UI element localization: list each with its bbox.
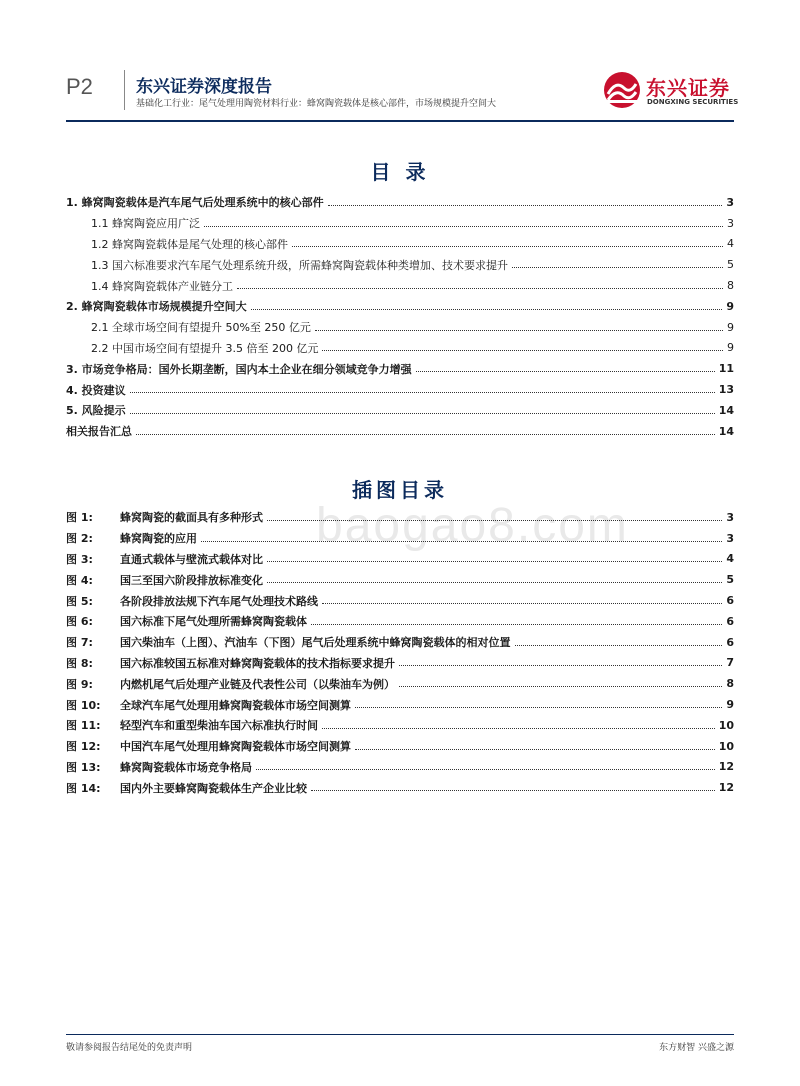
dot-leader: [256, 769, 715, 770]
page-ref: 3: [726, 510, 734, 524]
footer-slogan: 东方财智 兴盛之源: [659, 1043, 734, 1053]
toc-entry-label: [66, 319, 313, 335]
toc-entry-label: [66, 194, 326, 210]
dot-leader: [315, 330, 723, 331]
toc-entry-label: [66, 215, 202, 231]
figure-entry[interactable]: [66, 777, 734, 798]
page-ref: 3: [727, 216, 734, 230]
page-header: [66, 66, 739, 124]
toc-entry-text: 1. 蜂窝陶瓷载体是汽车尾气后处理系统中的核心部件: [66, 196, 324, 210]
figure-entry[interactable]: [66, 715, 734, 736]
page-ref: 6: [726, 594, 734, 608]
report-title: 东兴证券深度报告: [136, 77, 272, 97]
toc-entry-label: [66, 382, 128, 398]
dot-leader: [130, 392, 715, 393]
dot-leader: [267, 582, 722, 583]
table-of-contents: [66, 192, 734, 442]
toc-entry[interactable]: [66, 234, 734, 255]
toc-entry-label: [66, 278, 235, 294]
figure-entry[interactable]: [66, 569, 734, 590]
figure-number: 图 3:: [66, 552, 93, 566]
page-ref: 9: [727, 320, 734, 334]
figure-caption: 国六标准下尾气处理所需蜂窝陶瓷载体: [120, 615, 307, 629]
logo-text-en: DONGXING SECURITIES: [647, 98, 739, 106]
toc-entry-text: 2. 蜂窝陶瓷载体市场规模提升空间大: [66, 300, 247, 314]
dot-leader: [204, 226, 723, 227]
figure-caption: 国六标准较国五标准对蜂窝陶瓷载体的技术指标要求提升: [120, 656, 395, 670]
toc-entry-text: 5. 风险提示: [66, 404, 126, 418]
figure-entry-label: [66, 759, 254, 775]
page-ref: 6: [726, 614, 734, 628]
figure-number: 图 12:: [66, 740, 101, 754]
toc-entry-text: 1.2 蜂窝陶瓷载体是尾气处理的核心部件: [91, 237, 288, 251]
dot-leader: [322, 350, 723, 351]
dot-leader: [292, 246, 723, 247]
toc-entry[interactable]: [66, 317, 734, 338]
page-ref: 9: [727, 341, 734, 355]
figure-caption: 直通式载体与壁流式载体对比: [120, 552, 263, 566]
toc-entry-text: 2.1 全球市场空间有望提升 50%至 250 亿元: [91, 321, 311, 335]
page-ref: 13: [718, 383, 734, 397]
figure-entry-label: [66, 738, 353, 754]
toc-entry-label: [66, 236, 290, 252]
toc-entry-text: 4. 投资建议: [66, 383, 126, 397]
toc-entry-text: 1.3 国六标准要求汽车尾气处理系统升级，所需蜂窝陶瓷载体种类增加、技术要求提升: [91, 258, 508, 272]
page-ref: 14: [718, 424, 734, 438]
figure-caption: 轻型汽车和重型柴油车国六标准执行时间: [120, 719, 318, 733]
figure-caption: 国三至国六阶段排放标准变化: [120, 573, 263, 587]
figure-caption: 蜂窝陶瓷载体市场竞争格局: [120, 760, 252, 774]
figure-caption: 国六柴油车（上图）、汽油车（下图）尾气后处理系统中蜂窝陶瓷载体的相对位置: [120, 636, 511, 650]
figure-caption: 各阶段排放法规下汽车尾气处理技术路线: [120, 594, 318, 608]
figure-caption: 国内外主要蜂窝陶瓷载体生产企业比较: [120, 781, 307, 795]
company-logo: [602, 70, 739, 116]
toc-entry[interactable]: [66, 192, 734, 213]
dot-leader: [322, 603, 722, 604]
figure-entry-label: [66, 634, 513, 650]
figure-entry[interactable]: [66, 653, 734, 674]
dot-leader: [130, 413, 715, 414]
figure-number: 图 5:: [66, 594, 93, 608]
toc-title: 目 录: [370, 160, 430, 184]
toc-entry-text: 3. 市场竞争格局：国外长期垄断，国内本土企业在细分领域竞争力增强: [66, 362, 412, 376]
dot-leader: [251, 309, 723, 310]
dot-leader: [512, 267, 723, 268]
page-ref: 6: [726, 635, 734, 649]
figure-number: 图 11:: [66, 719, 101, 733]
toc-entry[interactable]: [66, 400, 734, 421]
dot-leader: [311, 624, 722, 625]
figure-number: 图 7:: [66, 636, 93, 650]
figure-number: 图 10:: [66, 698, 101, 712]
header-separator: [124, 70, 125, 110]
toc-entry[interactable]: [66, 338, 734, 359]
dot-leader: [399, 665, 722, 666]
dot-leader: [136, 434, 715, 435]
page-ref: 12: [718, 781, 734, 795]
page-ref: 10: [718, 739, 734, 753]
toc-entry-text: 2.2 中国市场空间有望提升 3.5 倍至 200 亿元: [91, 341, 319, 355]
page-ref: 9: [726, 698, 734, 712]
header-rule: [66, 120, 734, 122]
figure-entry-label: [66, 509, 265, 525]
figure-entry-label: [66, 530, 199, 546]
figure-entry[interactable]: [66, 673, 734, 694]
page-ref: 3: [726, 195, 734, 209]
figure-entry[interactable]: [66, 507, 734, 528]
figure-entry-label: [66, 551, 265, 567]
figure-entry[interactable]: [66, 757, 734, 778]
figure-entry-label: [66, 697, 353, 713]
figure-entry[interactable]: [66, 590, 734, 611]
figure-caption: 蜂窝陶瓷的应用: [120, 532, 197, 546]
figure-entry[interactable]: [66, 694, 734, 715]
page-ref: 12: [718, 760, 734, 774]
figure-entry-label: [66, 717, 320, 733]
toc-entry[interactable]: [66, 254, 734, 275]
toc-entry-text: 相关报告汇总: [66, 425, 132, 439]
figure-entry-label: [66, 780, 309, 796]
page-ref: 4: [727, 237, 734, 251]
toc-entry-text: 1.4 蜂窝陶瓷载体产业链分工: [91, 279, 233, 293]
figure-list-title: 插图目录: [352, 478, 448, 502]
toc-entry-label: [66, 361, 414, 377]
figure-number: 图 9:: [66, 677, 93, 691]
page-number: P2: [66, 74, 93, 99]
dot-leader: [311, 790, 715, 791]
toc-entry-label: [66, 423, 134, 439]
figure-list: [66, 507, 734, 798]
toc-entry[interactable]: [66, 296, 734, 317]
page-ref: 8: [727, 279, 734, 293]
page-ref: 7: [726, 656, 734, 670]
figure-entry[interactable]: [66, 549, 734, 570]
toc-entry[interactable]: [66, 379, 734, 400]
toc-entry-label: [66, 257, 510, 273]
dot-leader: [515, 645, 723, 646]
figure-number: 图 4:: [66, 573, 93, 587]
figure-number: 图 13:: [66, 760, 101, 774]
page-ref: 5: [727, 258, 734, 272]
page-ref: 3: [726, 531, 734, 545]
toc-entry-label: [66, 298, 249, 314]
watermark: baogao8.com: [316, 499, 629, 552]
dot-leader: [322, 728, 715, 729]
figure-entry[interactable]: [66, 528, 734, 549]
dot-leader: [328, 205, 723, 206]
toc-entry-text: 1.1 蜂窝陶瓷应用广泛: [91, 217, 200, 231]
dot-leader: [267, 561, 722, 562]
figure-caption: 全球汽车尾气处理用蜂窝陶瓷载体市场空间测算: [120, 698, 351, 712]
footer-rule: [66, 1034, 734, 1035]
dot-leader: [355, 707, 722, 708]
toc-entry[interactable]: [66, 421, 734, 442]
page-ref: 14: [718, 403, 734, 417]
dot-leader: [201, 541, 722, 542]
figure-entry[interactable]: [66, 632, 734, 653]
page-ref: 5: [726, 573, 734, 587]
report-subtitle: 基础化工行业：尾气处理用陶瓷材料行业：蜂窝陶瓷载体是核心部件，市场规模提升空间大: [136, 99, 497, 109]
page-ref: 4: [726, 552, 734, 566]
dot-leader: [355, 749, 715, 750]
disclaimer-note: 敬请参阅报告结尾处的免责声明: [66, 1043, 193, 1053]
figure-number: 图 14:: [66, 781, 101, 795]
page-ref: 11: [718, 362, 734, 376]
figure-number: 图 8:: [66, 656, 93, 670]
dot-leader: [416, 371, 715, 372]
figure-entry[interactable]: [66, 736, 734, 757]
toc-entry-label: [66, 402, 128, 418]
toc-entry[interactable]: [66, 213, 734, 234]
dot-leader: [267, 520, 722, 521]
toc-entry[interactable]: [66, 275, 734, 296]
toc-entry[interactable]: [66, 358, 734, 379]
logo-text-cn: 东兴证券: [646, 76, 730, 100]
figure-number: 图 2:: [66, 532, 93, 546]
figure-entry[interactable]: [66, 611, 734, 632]
figure-entry-label: [66, 593, 320, 609]
figure-entry-label: [66, 613, 309, 629]
dot-leader: [399, 686, 722, 687]
figure-entry-label: [66, 676, 397, 692]
figure-entry-label: [66, 572, 265, 588]
dongxing-logo-icon: [602, 70, 642, 110]
page-ref: 8: [726, 677, 734, 691]
figure-number: 图 1:: [66, 511, 93, 525]
figure-caption: 内燃机尾气后处理产业链及代表性公司（以柴油车为例）: [120, 677, 395, 691]
figure-entry-label: [66, 655, 397, 671]
figure-number: 图 6:: [66, 615, 93, 629]
toc-entry-label: [66, 340, 320, 356]
page-ref: 9: [726, 299, 734, 313]
page-ref: 10: [718, 718, 734, 732]
figure-caption: 蜂窝陶瓷的截面具有多种形式: [120, 511, 263, 525]
dot-leader: [237, 288, 723, 289]
figure-caption: 中国汽车尾气处理用蜂窝陶瓷载体市场空间测算: [120, 740, 351, 754]
